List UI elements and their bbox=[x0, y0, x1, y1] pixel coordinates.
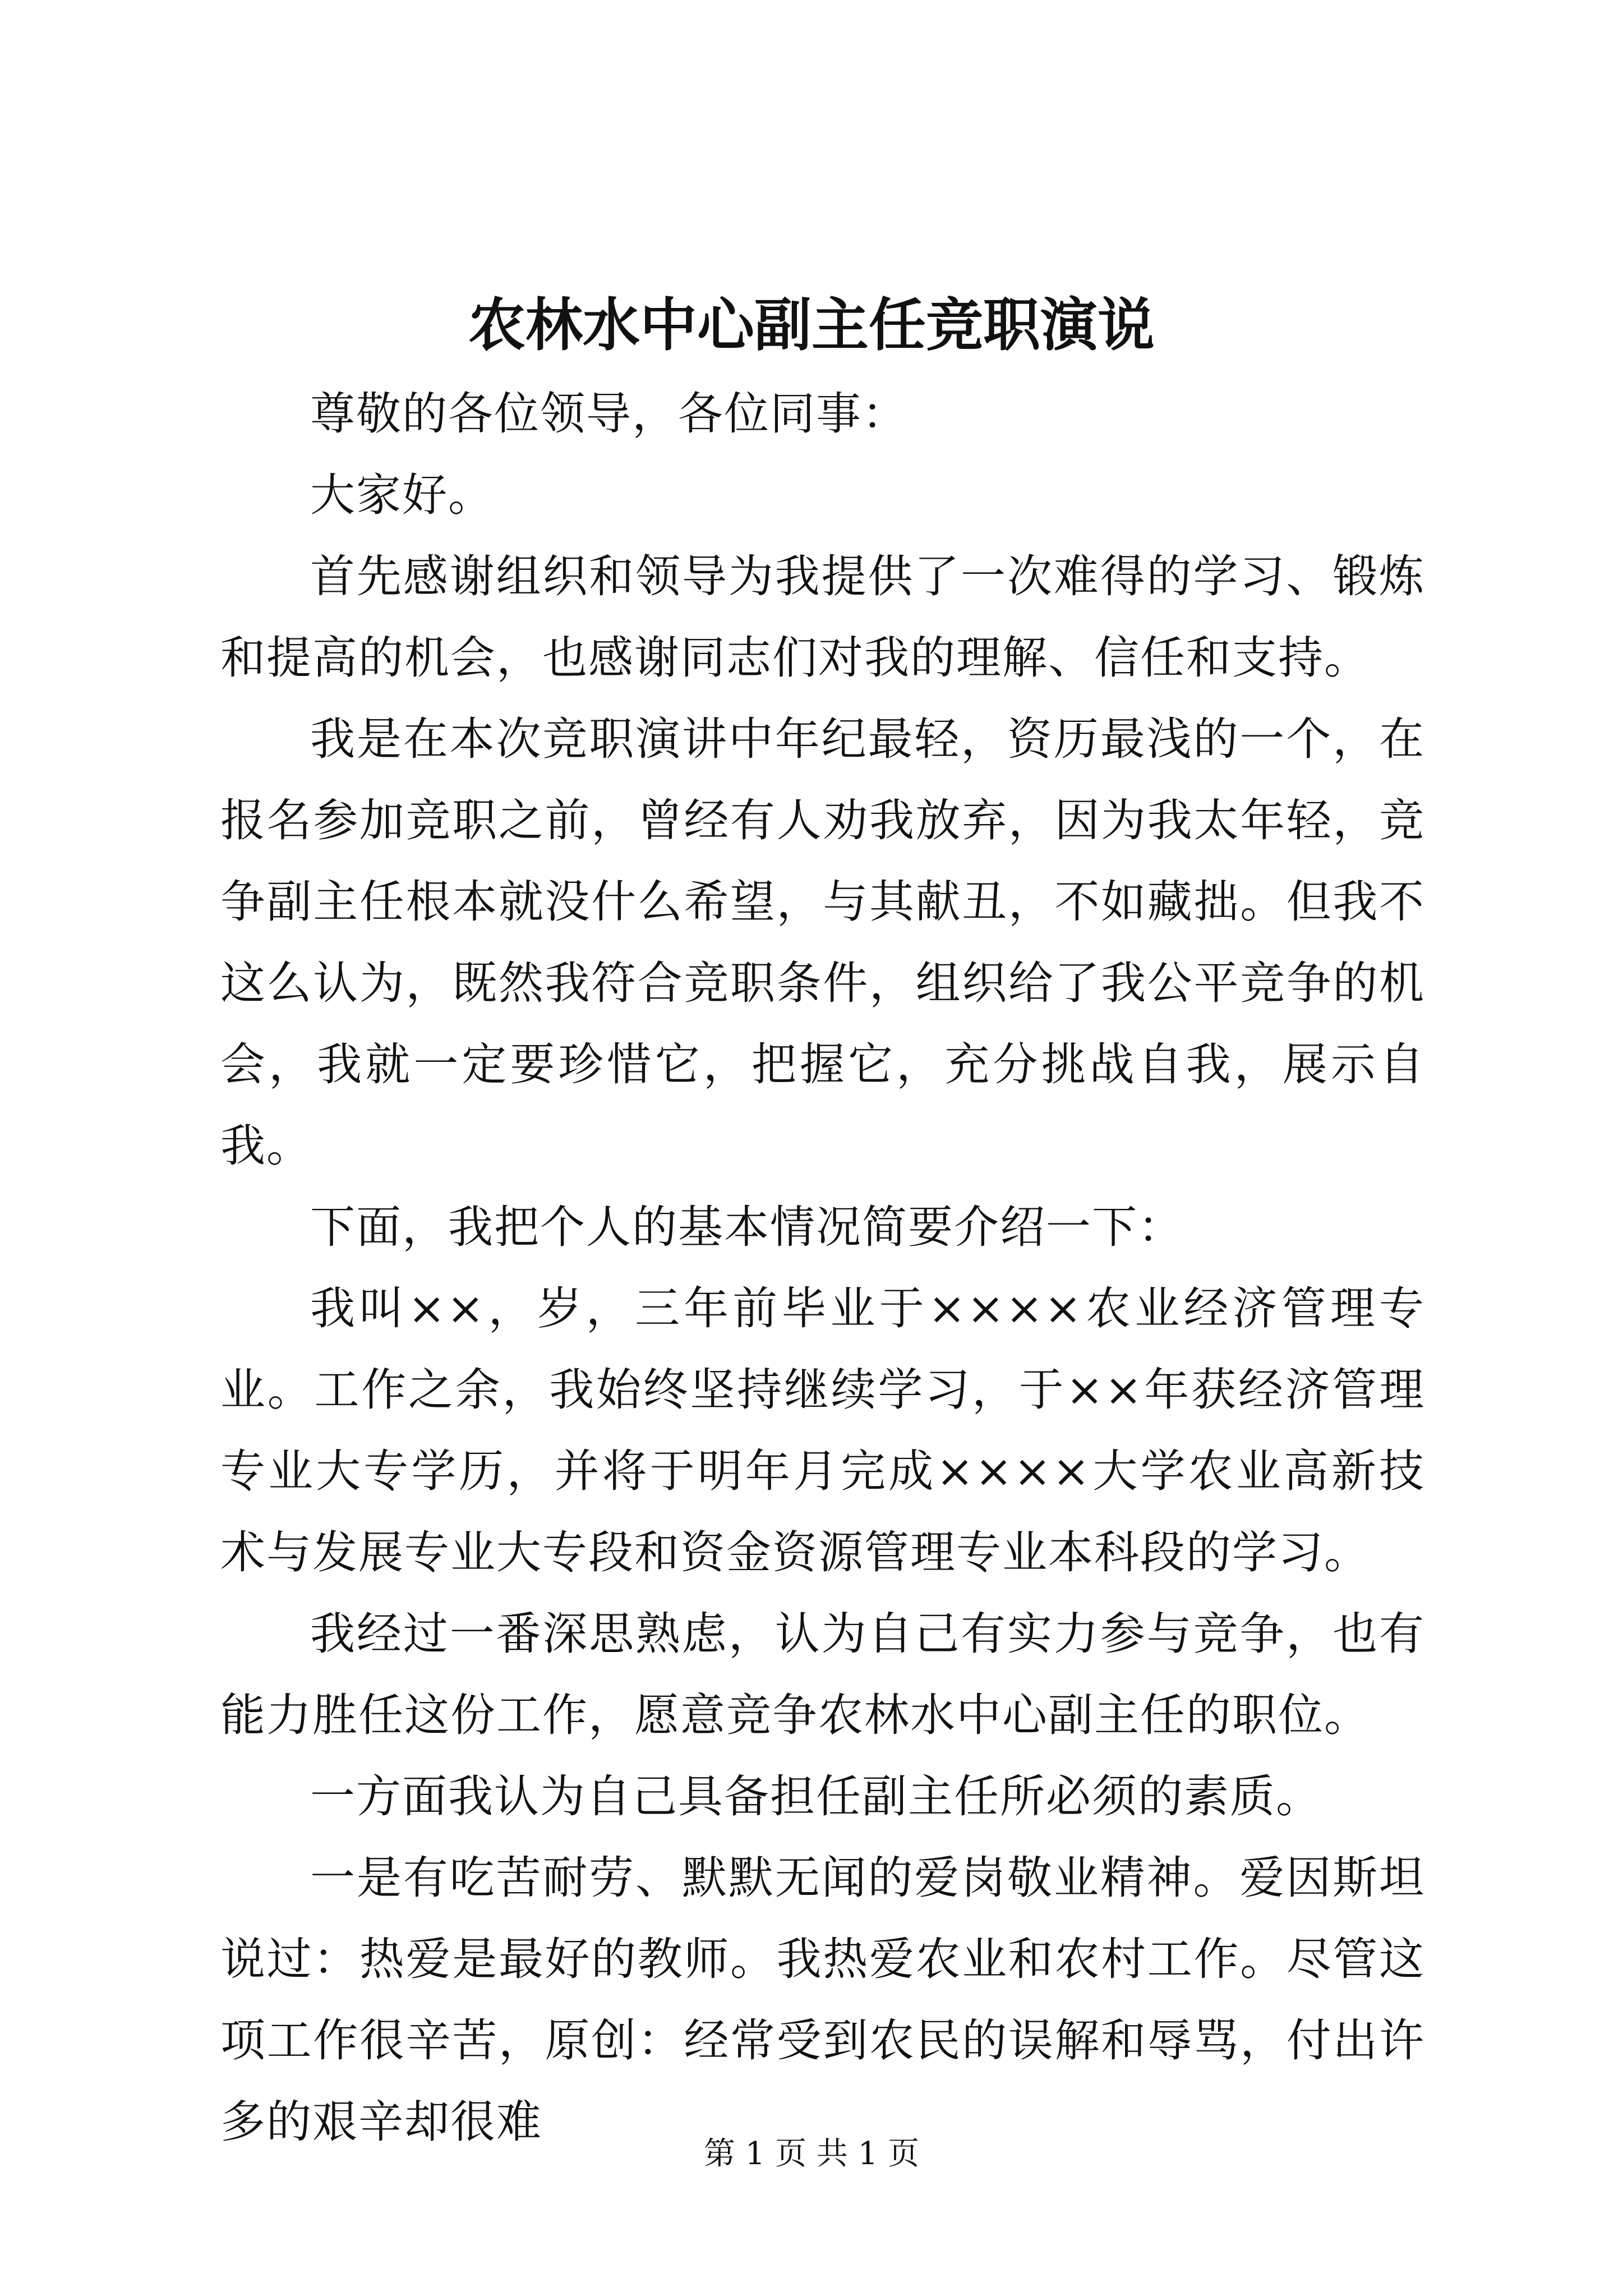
paragraph-greeting: 大家好。 bbox=[310, 469, 494, 521]
paragraph: 一是有吃苦耐劳、默默无闻的爱岗敬业精神。爱因斯坦说过：热爱是最好的教师。我热爱农业和农村工作。尽管这项工作很辛苦，原创：经常受到农民的误解和辱骂，付出许多的艰辛却很难 bbox=[220, 1852, 1425, 2148]
paragraph: 我是在本次竞职演讲中年纪最轻，资历最浅的一个，在报名参加竞职之前，曾经有人劝我放弃，因为我太年轻，竞争副主任根本就没什么希望，与其献丑，不如藏拙。但我不这么认为，既然我符合竞职条件，组织给了我公平竞争的机会，我就一定要珍惜它，把握它，充分挑战自我，展示自我。 bbox=[220, 713, 1425, 1172]
document-title: 农林水中心副主任竞职演说 bbox=[468, 292, 1155, 359]
page-footer: 第 1 页 共 1 页 bbox=[703, 2136, 920, 2172]
paragraph: 我叫××，岁，三年前毕业于××××农业经济管理专业。工作之余，我始终坚持继续学习，于××年获经济管理专业大专学历，并将于明年月完成××××大学农业高新技术与发展专业大专段和资金资源管理专业本科段的学习。 bbox=[220, 1282, 1425, 1579]
paragraph: 下面，我把个人的基本情况简要介绍一下： bbox=[310, 1201, 1184, 1253]
document-body bbox=[220, 373, 1425, 2162]
paragraph-salutation: 尊敬的各位领导，各位同事： bbox=[310, 388, 908, 440]
paragraph: 首先感谢组织和领导为我提供了一次难得的学习、锻炼和提高的机会，也感谢同志们对我的理解、信任和支持。 bbox=[220, 550, 1425, 684]
paragraph: 我经过一番深思熟虑，认为自己有实力参与竞争，也有能力胜任这份工作，愿意竞争农林水中心副主任的职位。 bbox=[220, 1608, 1425, 1741]
paragraph: 一方面我认为自己具备担任副主任所必须的素质。 bbox=[310, 1770, 1322, 1823]
